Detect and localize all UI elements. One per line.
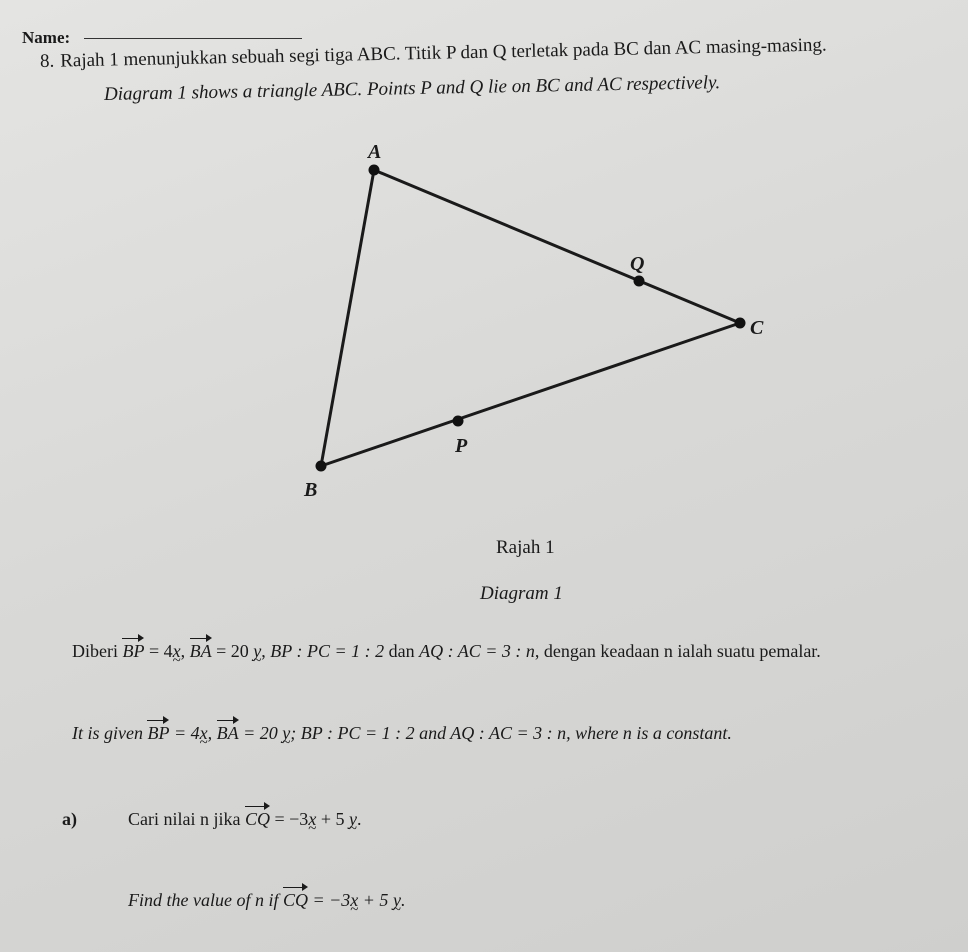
ratio-bp-pc-en: BP : PC = 1 : 2 [300,723,415,743]
ba-value: = 20 [216,641,249,661]
part-a-text-english: Find the value of n if [128,890,279,910]
cq-expr-start: = −3 [274,809,309,829]
question-statement-malay: Rajah 1 menunjukkan sebuah segi tiga ABC. Titik P dan Q terletak pada BC dan AC masing-masing. [60,34,827,72]
part-a-malay [62,809,361,830]
label-b: B [304,479,318,501]
diagram-caption-english: Diagram 1 [480,583,563,604]
ratio-aq-ac-en: AQ : AC = 3 : n [450,723,567,743]
cq-end-en: . [400,890,406,910]
vector-ba-en: BA [216,723,239,743]
given-statement-malay: Diberi BP = 4x ~, BA = 20 y ~, BP : PC = 1 : 2 dan AQ : AC = 3 : n, dengan keadaan n ialah suatu pemalar. [72,641,821,662]
label-a: A [368,141,382,163]
cq-expr-start-en: = −3 [312,890,351,910]
diagram-caption-malay: Rajah 1 [496,537,555,558]
vector-ba: BA [189,641,212,661]
label-p: P [455,435,468,457]
point-p-dot [453,416,464,427]
given-statement-english: It is given BP = 4x ~, BA = 20 y ~; BP : PC = 1 : 2 and AQ : AC = 3 : n, where n is a constant. [72,723,732,744]
side-ab [321,170,374,466]
point-c-dot [735,318,746,329]
cq-y: y ~ [349,809,357,830]
and-english: and [419,723,447,743]
vector-cq: CQ [244,809,270,829]
part-a-label: a) [62,809,77,829]
label-c: C [750,317,764,339]
name-label: Name: [22,28,71,47]
vector-x: x ~ [173,641,181,662]
cq-expr-mid-en: + 5 [362,890,389,910]
given-prefix-malay: Diberi [72,641,118,661]
vector-x-en: x ~ [200,723,208,744]
question-number: 8. [39,50,55,72]
bp-value: = 4 [148,641,173,661]
part-a-english [128,890,405,911]
cq-y-en: y ~ [393,890,401,911]
vector-y: y ~ [253,641,261,662]
ratio-aq-ac: AQ : AC = 3 : n [419,641,535,661]
point-a-dot [369,165,380,176]
cq-x: x ~ [308,809,316,830]
point-q-dot [634,276,645,287]
given-suffix-english: , where n is a constant. [566,723,732,743]
bp-value-en: = 4 [173,723,200,743]
given-prefix-english: It is given [72,723,143,743]
question-text-english: Diagram 1 shows a triangle ABC. Points P and Q lie on BC and AC respectively. [103,72,721,105]
side-ac [374,170,740,323]
vector-y-en: y ~ [282,723,290,744]
given-suffix-malay: , dengan keadaan n ialah suatu pemalar. [534,641,821,661]
side-bc [321,323,740,466]
and-malay: dan [388,641,415,661]
ba-value-en: = 20 [243,723,278,743]
cq-x-en: x ~ [350,890,358,911]
vector-cq-en: CQ [282,890,308,910]
vector-bp-en: BP [147,723,170,743]
cq-end: . [356,809,362,829]
vector-bp: BP [122,641,145,661]
cq-expr-mid: + 5 [320,809,345,829]
point-b-dot [316,461,327,472]
part-a-text-malay: Cari nilai n jika [128,809,241,829]
ratio-bp-pc: BP : PC = 1 : 2 [270,641,385,661]
label-q: Q [630,253,645,275]
